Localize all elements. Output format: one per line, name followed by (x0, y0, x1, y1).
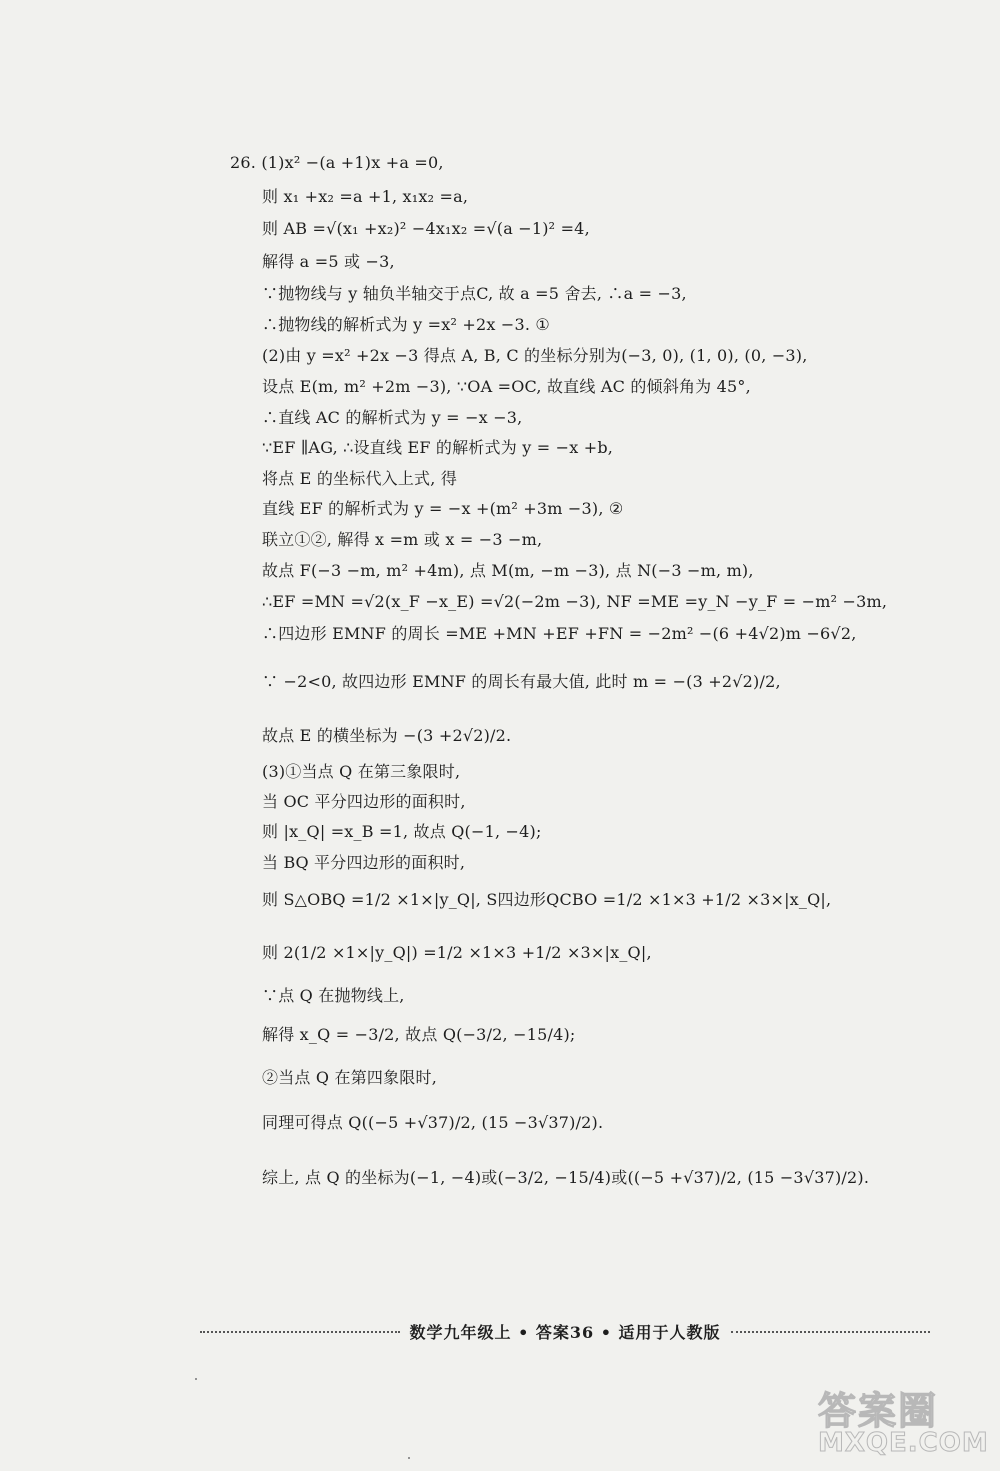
solution-line: ∴四边形 EMNF 的周长 =ME +MN +EF +FN = −2m² −(6 +4√2)m −6√2, (262, 624, 857, 643)
solution-line: 联立①②, 解得 x =m 或 x = −3 −m, (262, 530, 543, 549)
solution-line: 当 OC 平分四边形的面积时, (262, 792, 466, 811)
solution-line: 故点 E 的横坐标为 −(3 +2√2)/2. (262, 726, 512, 745)
solution-line: 当 BQ 平分四边形的面积时, (262, 853, 466, 872)
solution-line: ∴直线 AC 的解析式为 y = −x −3, (262, 408, 523, 427)
solution-line: 故点 F(−3 −m, m² +4m), 点 M(m, −m −3), 点 N(−3 −m, m), (262, 561, 754, 580)
solution-line: ∵EF ∥AG, ∴设直线 EF 的解析式为 y = −x +b, (262, 438, 614, 457)
solution-line: ∵抛物线与 y 轴负半轴交于点C, 故 a =5 舍去, ∴a = −3, (262, 284, 687, 303)
solution-line: 则 x₁ +x₂ =a +1, x₁x₂ =a, (262, 187, 469, 206)
solution-line: 则 AB =√(x₁ +x₂)² −4x₁x₂ =√(a −1)² =4, (262, 219, 590, 238)
solution-line: 解得 x_Q = −3/2, 故点 Q(−3/2, −15/4); (262, 1025, 576, 1044)
solution-line: 解得 a =5 或 −3, (262, 252, 395, 271)
watermark-url: MXQE.COM (818, 1428, 989, 1458)
page-footer (200, 1320, 930, 1342)
solution-line: ②当点 Q 在第四象限时, (262, 1068, 437, 1087)
solution-line: (2)由 y =x² +2x −3 得点 A, B, C 的坐标分别为(−3, 0), (1, 0), (0, −3), (262, 346, 808, 365)
solution-line: (3)①当点 Q 在第三象限时, (262, 762, 461, 781)
solution-line: ∵ −2<0, 故四边形 EMNF 的周长有最大值, 此时 m = −(3 +2√2)/2, (262, 672, 781, 691)
scan-speck (195, 1378, 197, 1380)
footer-dotted-rule-right (731, 1331, 931, 1333)
solution-line: 则 S△OBQ =1/2 ×1×|y_Q|, S四边形QCBO =1/2 ×1×3 +1/2 ×3×|x_Q|, (262, 890, 832, 909)
solution-line: ∴抛物线的解析式为 y =x² +2x −3. ① (262, 315, 550, 334)
solution-line: 将点 E 的坐标代入上式, 得 (262, 469, 458, 488)
solution-line: 26. (1)x² −(a +1)x +a =0, (230, 153, 444, 172)
solution-line: 设点 E(m, m² +2m −3), ∵OA =OC, 故直线 AC 的倾斜角为 45°, (262, 377, 751, 396)
watermark-logo (818, 1380, 993, 1465)
footer-label: 数学九年级上 • 答案36 • 适用于人教版 (409, 1322, 721, 1342)
solution-line: ∵点 Q 在抛物线上, (262, 986, 405, 1005)
watermark-chars: 答案圈 (818, 1389, 939, 1433)
solution-line: 综上, 点 Q 的坐标为(−1, −4)或(−3/2, −15/4)或((−5 +√37)/2, (15 −3√37)/2). (262, 1168, 870, 1187)
footer-dotted-rule-left (200, 1331, 400, 1333)
solution-line: 则 2(1/2 ×1×|y_Q|) =1/2 ×1×3 +1/2 ×3×|x_Q|, (262, 943, 652, 962)
solution-line: 直线 EF 的解析式为 y = −x +(m² +3m −3), ② (262, 499, 624, 518)
scan-speck (408, 1457, 410, 1459)
solution-line: ∴EF =MN =√2(x_F −x_E) =√2(−2m −3), NF =ME =y_N −y_F = −m² −3m, (262, 592, 888, 611)
solution-line: 则 |x_Q| =x_B =1, 故点 Q(−1, −4); (262, 822, 542, 841)
solution-line: 同理可得点 Q((−5 +√37)/2, (15 −3√37)/2). (262, 1113, 604, 1132)
